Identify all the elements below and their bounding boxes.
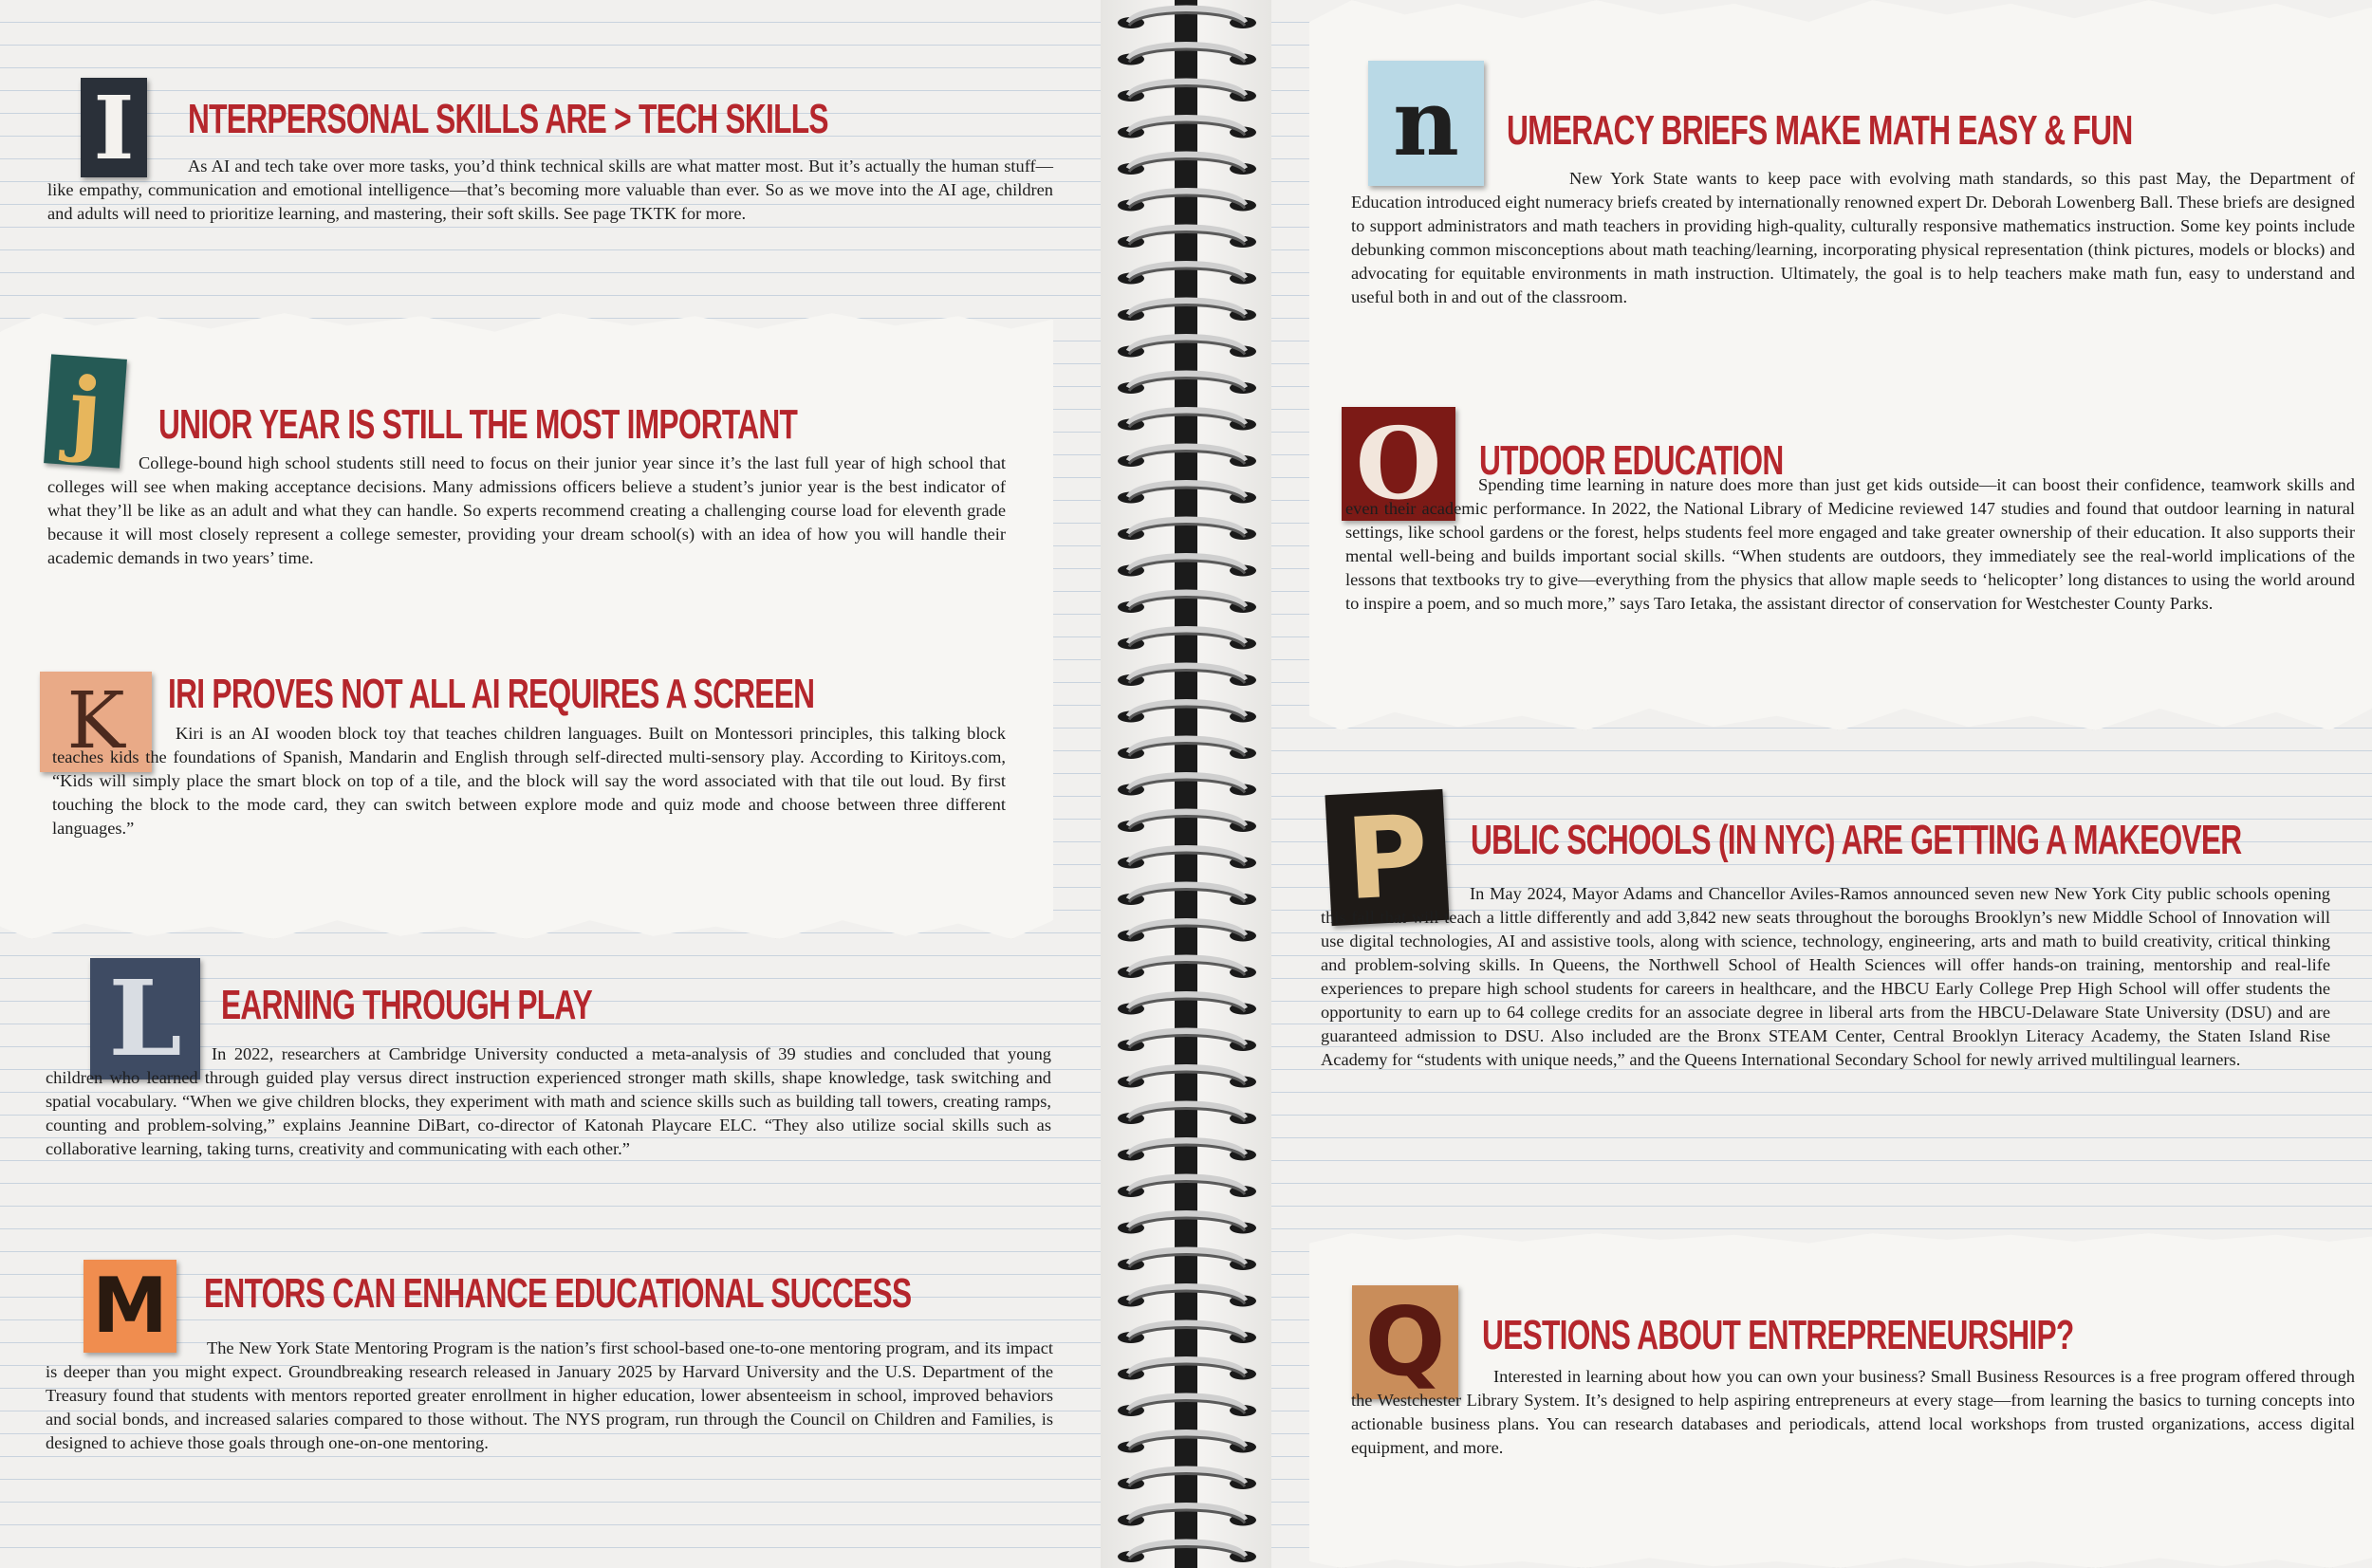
headline-public-schools: UBLIC SCHOOLS (IN NYC) ARE GETTING A MAKEOVER [1471,817,2242,863]
spiral-binding [1101,0,1271,1568]
section-entrepreneurship [1271,1233,2372,1568]
initial-letter-p: P [1325,789,1449,926]
body-entrepreneurship: Interested in learning about how you can own your business? Small Business Resources is a free program offered through the Westchester Library System. It’s designed to help aspiring entrepreneurs at every stage—from learning the basics to turning concepts into actionable business plans. You can research databases and periodicals, attend local workshops from trusted organizations, access digital equipment, and more. [1351,1367,2355,1457]
headline-mentors: ENTORS CAN ENHANCE EDUCATIONAL SUCCESS [204,1270,912,1317]
initial-letter-j: j [44,354,127,468]
spiral-binding-bar [1175,0,1197,1568]
body-kiri: Kiri is an AI wooden block toy that teaches children languages. Built on Montessori principles, this talking block teaches kids the foundations of Spanish, Mandarin and English through self-directed multi-sensory play. According to Kiritoys.com, “Kids will simply place the smart block on top of a tile, and the block will say the word associated with that tile out loud. By first touching the block to the mode card, they can switch between explore mode and quiz mode and choose between three different languages.” [52,724,1006,838]
body-junior-year: College-bound high school students still need to focus on their junior year since it’s the last full year of high school that colleges will see when making acceptance decisions. Many admissions officers believe a student’s junior year is the best indicator of what they’ll be like as an adult and what they can handle. So experts recommend creating a challenging course load for eleventh grade because it will most closely represent a college semester, providing your dream school(s) with an idea of how you will handle their academic demands in two years’ time. [47,453,1006,567]
section-numeracy-briefs [1271,0,2372,398]
headline-entrepreneurship: UESTIONS ABOUT ENTREPRENEURSHIP? [1482,1312,2074,1358]
headline-junior-year: UNIOR YEAR IS STILL THE MOST IMPORTANT [158,401,798,448]
initial-letter-i: I [81,78,147,177]
section-junior-year [0,313,1101,636]
initial-letter-o: O [1342,407,1455,521]
section-interpersonal-skills [0,0,1101,313]
body-interpersonal-skills: As AI and tech take over more tasks, you’d think technical skills are what matter most. But it’s actually the human stuff—like empathy, communication and emotional intelligence—that’s becoming more valuable than ever. So as we move into the AI age, children and adults will need to prioritize learning, and mastering, their soft skills. See page TKTK for more. [47,157,1053,223]
initial-letter-n: n [1368,61,1484,186]
section-kiri [0,636,1101,939]
initial-letter-q: Q [1352,1285,1458,1399]
headline-learning-through-play: EARNING THROUGH PLAY [221,982,593,1028]
headline-numeracy-briefs: UMERACY BRIEFS MAKE MATH EASY & FUN [1507,107,2133,154]
headline-interpersonal-skills: NTERPERSONAL SKILLS ARE > TECH SKILLS [188,96,828,142]
section-outdoor-education [1271,398,2372,759]
section-public-schools [1271,759,2372,1233]
section-mentors [0,1224,1101,1568]
initial-letter-l: L [90,958,200,1079]
initial-letter-m: M [83,1260,176,1353]
body-mentors: The New York State Mentoring Program is the nation’s first school-based one-to-one mentoring program, and its impact is deeper than you might expect. Groundbreaking research released in January 2025 by Harvard University and the U.S. Department of the Treasury found that students with mentors reported greater enrollment in higher education, lower absenteeism in school, improved behaviors and social bonds, and increased salaries compared to those without. The NYS program, run through the Council on Children and Families, is designed to achieve those goals through one-on-one mentoring. [46,1338,1053,1452]
section-learning-through-play [0,939,1101,1224]
body-public-schools: In May 2024, Mayor Adams and Chancellor Aviles-Ramos announced seven new New York City public schools opening this fall that will teach a little differently and add 3,842 new seats throughout the boroughs Brooklyn’s new Middle School of Innovation will use digital technologies, AI and assistive tools, along with science, technology, engineering, arts and math to build creativity, critical thinking and problem-solving skills. In Queens, the Northwell School of Health Sciences will offer hands-on training, mentorship and real-life experiences to prepare high school students for careers in healthcare, and the HBCU Early College Prep High School will offer students the opportunity to earn up to 64 college credits for an associate degree in liberal arts from the HBCU-Delaware State University (DSU) and are guaranteed admission to DSU. Also included are the Bronx STEAM Center, Central Brooklyn Literacy Academy, the Staten Island Rise Academy for “students with unique needs,” and the Queens International Secondary School for newly arrived multilingual learners. [1321,884,2330,1069]
body-numeracy-briefs: New York State wants to keep pace with evolving math standards, so this past May, the Department of Education introduced eight numeracy briefs created by internationally renowned expert Dr. Deborah Lowenberg Ball. These briefs are designed to support administrators and math teachers in providing high-quality, culturally responsive mathematics instruction. Some key points include debunking common misconceptions about math teaching/learning, incorporating physical representation (think pictures, models or blocks) and advocating for equitable environments in math instruction. Ultimately, the goal is to help teachers make math fun, easy to understand and useful both in and out of the classroom. [1351,169,2355,306]
body-learning-through-play: In 2022, researchers at Cambridge University conducted a meta-analysis of 39 studies and concluded that young children who learned through guided play versus direct instruction experienced stronger math skills, shape knowledge, task switching and spatial vocabulary. “When we give children blocks, they experiment with math and science skills such as building tall towers, creating ramps, counting and problem-solving,” explains Jeannine DiBart, co-director of Katonah Playcare ELC. “They also utilize social skills such as collaborative learning, taking turns, creativity and communicating with each other.” [46,1044,1051,1158]
initial-letter-k: K [40,672,152,772]
body-outdoor-education: Spending time learning in nature does more than just get kids outside—it can boost their confidence, teamwork skills and even their academic performance. In 2022, the National Library of Medicine reviewed 147 studies and found that outdoor learning in natural settings, like school gardens or the forest, helps students feel more engaged and take greater ownership of their education. It also supports their mental well-being and builds important social skills. “When students are outdoors, they immediately see the real-world implications of the lessons that textbooks try to give—everything from the physics that allow maple seeds to ‘helicopter’ long distances to using the world around to inspire a poem, and so much more,” says Taro Ietaka, the assistant director of conservation for Westchester County Parks. [1345,475,2355,613]
headline-kiri: IRI PROVES NOT ALL AI REQUIRES A SCREEN [168,671,815,717]
headline-outdoor-education: UTDOOR EDUCATION [1479,437,1784,484]
